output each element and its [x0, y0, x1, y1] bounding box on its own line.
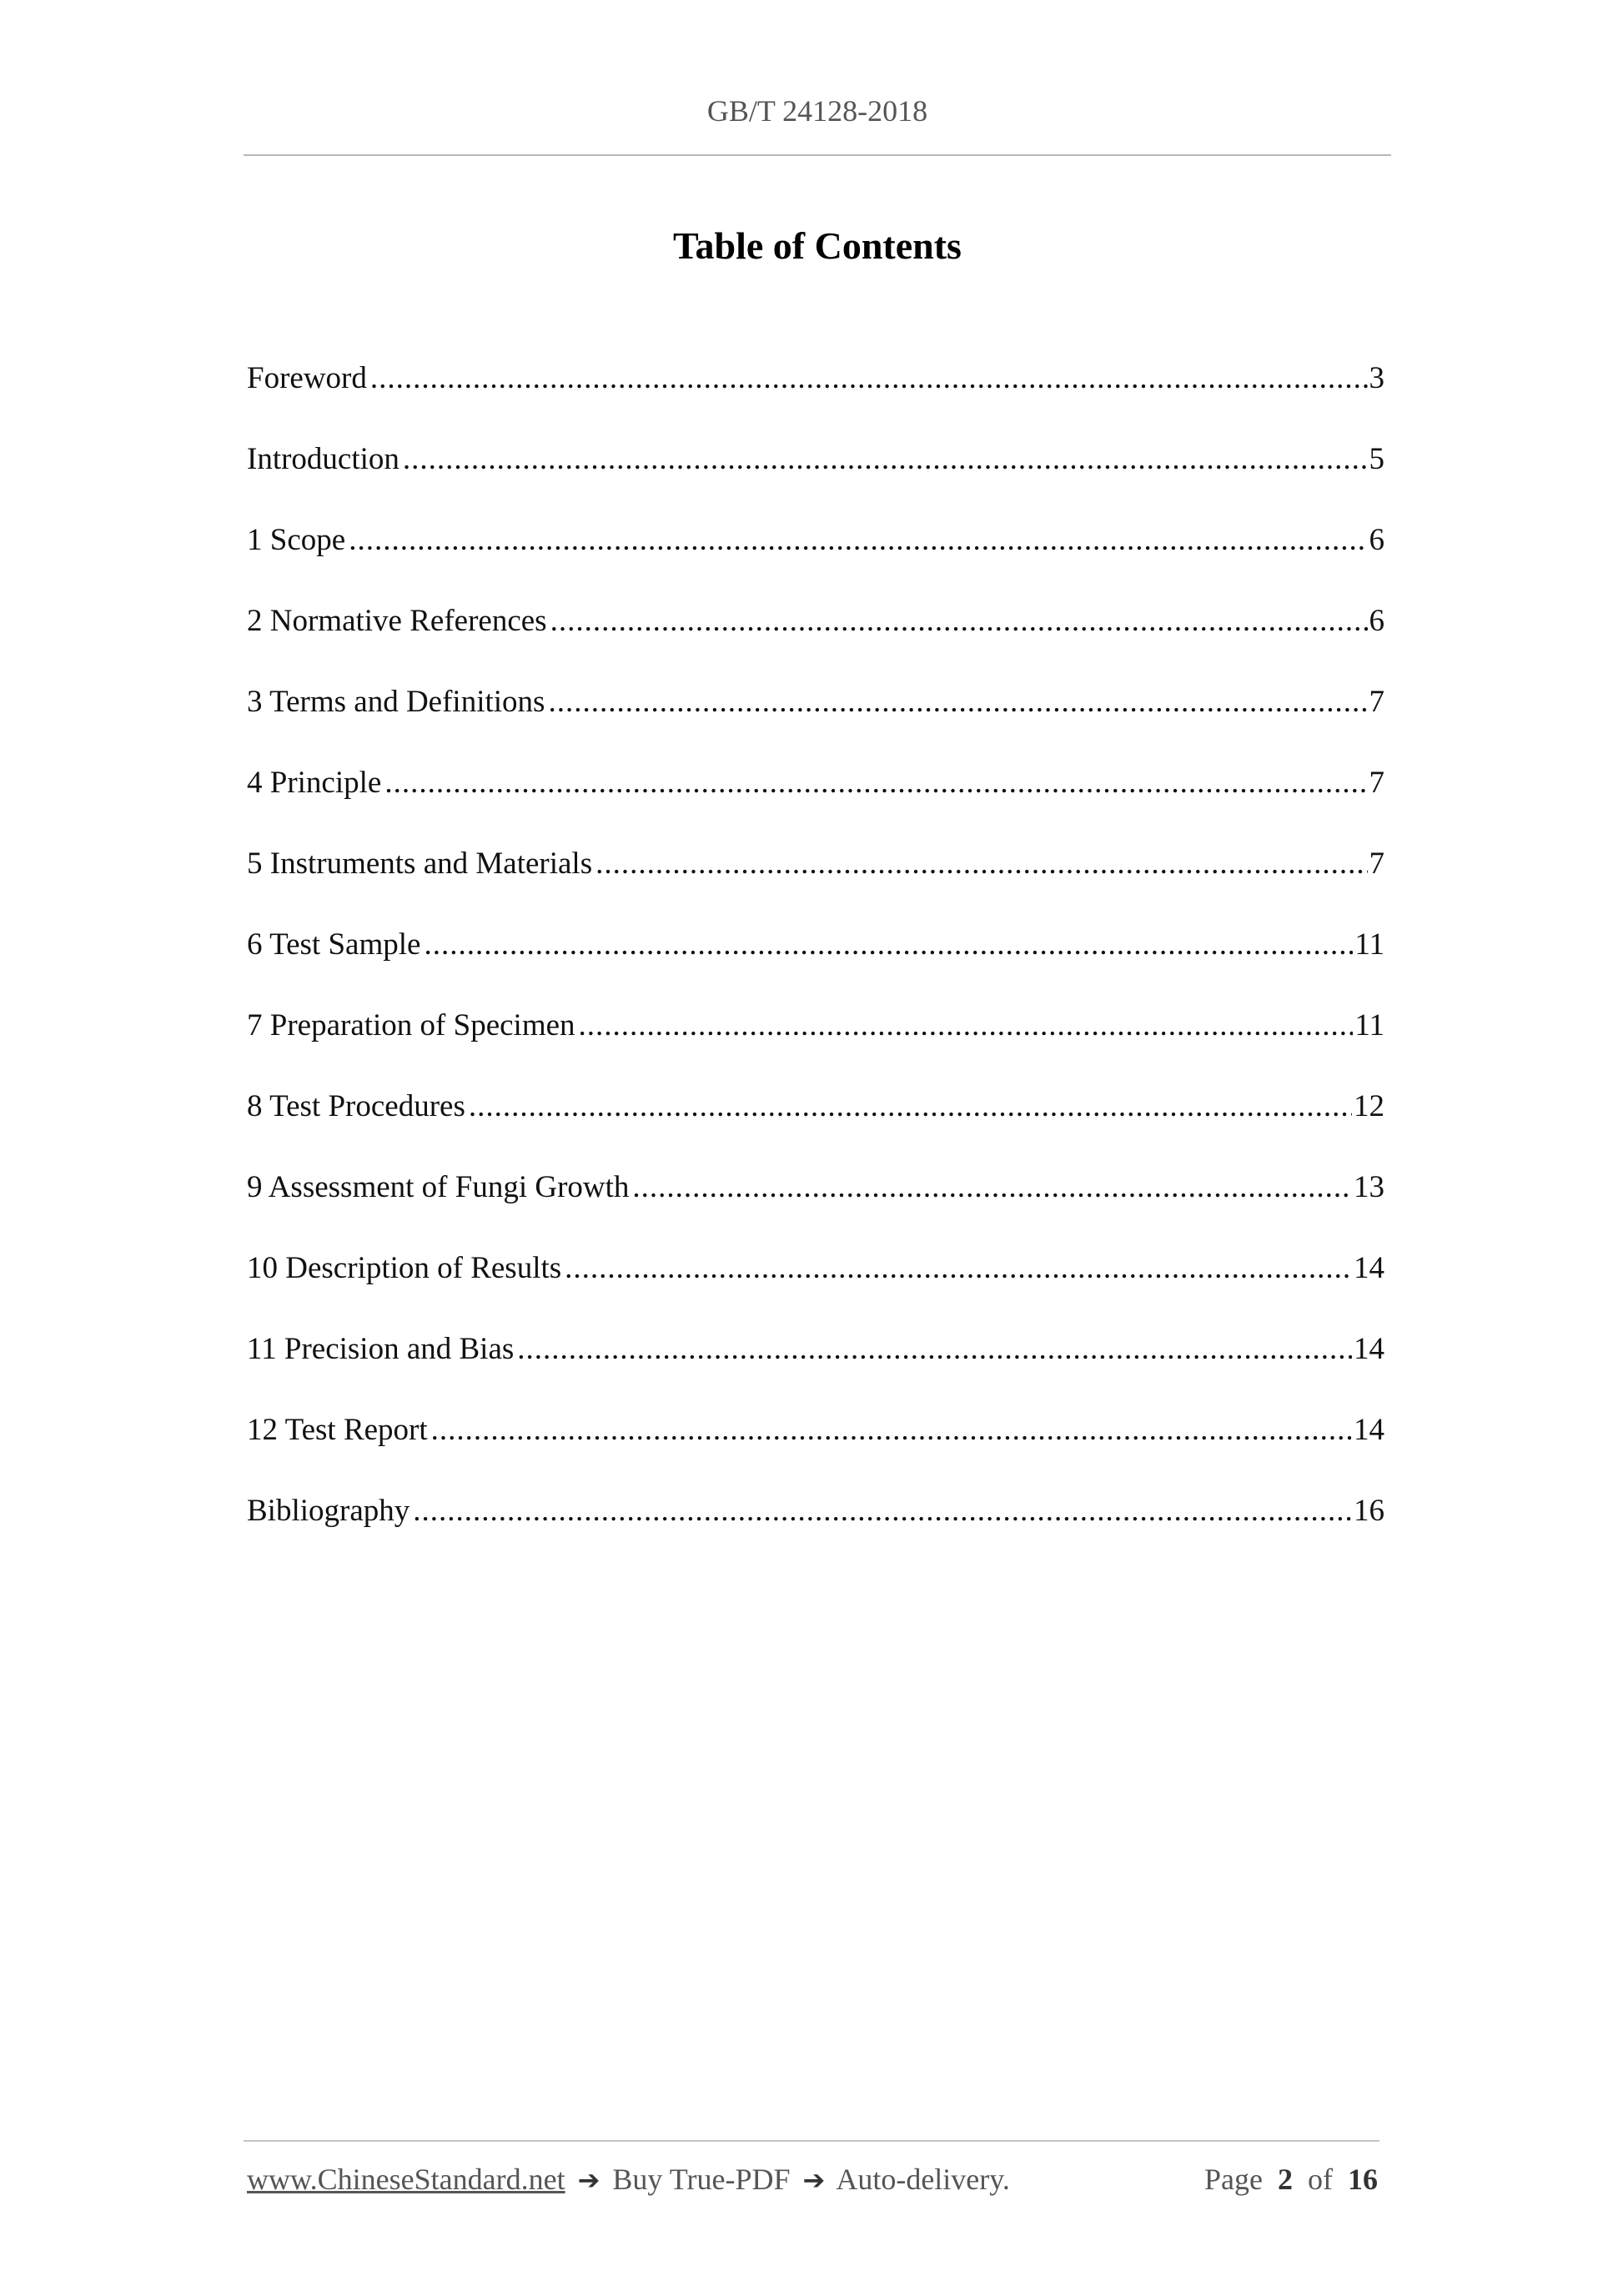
- toc-dot-leader: [550, 603, 1368, 639]
- toc-entry-test-sample[interactable]: [247, 927, 1384, 1007]
- toc-dot-leader: [517, 1331, 1352, 1367]
- toc-entry-page: 12: [1354, 1089, 1384, 1123]
- toc-dot-leader: [565, 1250, 1352, 1286]
- toc-entry-page: 7: [1369, 685, 1384, 719]
- toc-entry-page: 16: [1354, 1494, 1384, 1528]
- right-arrow-icon: ➔: [802, 2164, 826, 2196]
- toc-entry-preparation-of-specimen[interactable]: [247, 1007, 1384, 1088]
- toc-dot-leader: [548, 684, 1367, 720]
- of-word: of: [1308, 2163, 1333, 2196]
- toc-entry-page: 11: [1354, 1008, 1384, 1042]
- toc-entry-label: 4 Principle: [247, 766, 382, 800]
- toc-dot-leader: [413, 1493, 1352, 1529]
- toc-dot-leader: [595, 846, 1367, 882]
- toc-entry-foreword[interactable]: [247, 360, 1384, 441]
- toc-entry-page: 7: [1369, 847, 1384, 881]
- right-arrow-icon: ➔: [577, 2164, 600, 2196]
- toc-entry-page: 5: [1369, 442, 1384, 476]
- toc-entry-introduction[interactable]: [247, 441, 1384, 522]
- page-word: Page: [1204, 2163, 1263, 2196]
- toc-dot-leader: [632, 1169, 1352, 1205]
- toc-entry-page: 6: [1369, 523, 1384, 557]
- toc-entry-principle[interactable]: [247, 765, 1384, 846]
- toc-entry-label: 9 Assessment of Fungi Growth: [247, 1170, 630, 1204]
- toc-entry-label: Bibliography: [247, 1494, 410, 1528]
- toc-entry-label: 5 Instruments and Materials: [247, 847, 593, 881]
- toc-entry-instruments-and-materials[interactable]: [247, 846, 1384, 927]
- current-page: 2: [1278, 2163, 1293, 2196]
- toc-entry-scope[interactable]: [247, 522, 1384, 603]
- toc-entry-normative-references[interactable]: [247, 603, 1384, 684]
- toc-entry-label: 12 Test Report: [247, 1413, 428, 1447]
- page-number: [1204, 2162, 1378, 2197]
- toc-entry-test-procedures[interactable]: [247, 1088, 1384, 1169]
- toc-entry-page: 11: [1354, 927, 1384, 962]
- toc-dot-leader: [431, 1412, 1352, 1448]
- toc-entry-label: 7 Preparation of Specimen: [247, 1008, 575, 1042]
- toc-entry-label: Introduction: [247, 442, 399, 476]
- toc-dot-leader: [579, 1007, 1354, 1043]
- toc-entry-page: 7: [1369, 766, 1384, 800]
- page-title: Table of Contents: [673, 224, 962, 267]
- toc-entry-page: 14: [1354, 1251, 1384, 1285]
- toc-dot-leader: [424, 927, 1353, 962]
- toc-entry-description-of-results[interactable]: [247, 1250, 1384, 1331]
- toc-entry-assessment-of-fungi-growth[interactable]: [247, 1169, 1384, 1250]
- site-link[interactable]: www.ChineseStandard.net: [247, 2163, 565, 2196]
- header-divider: [244, 154, 1391, 156]
- total-pages: 16: [1348, 2163, 1378, 2196]
- toc-entry-label: 2 Normative References: [247, 604, 547, 638]
- toc-dot-leader: [370, 360, 1368, 396]
- toc-dot-leader: [469, 1088, 1352, 1124]
- buy-text: Buy True-PDF: [612, 2163, 791, 2196]
- toc-entry-page: 13: [1354, 1170, 1384, 1204]
- toc-entry-label: 8 Test Procedures: [247, 1089, 465, 1123]
- toc-entry-page: 14: [1354, 1413, 1384, 1447]
- delivery-text: Auto-delivery.: [836, 2163, 1010, 2196]
- table-of-contents: [247, 360, 1384, 1574]
- toc-entry-label: Foreword: [247, 361, 367, 395]
- footer-promo: [247, 2162, 1010, 2197]
- page-footer: [247, 2162, 1378, 2203]
- toc-entry-test-report[interactable]: [247, 1412, 1384, 1493]
- toc-entry-label: 10 Description of Results: [247, 1251, 562, 1285]
- toc-entry-page: 6: [1369, 604, 1384, 638]
- toc-entry-label: 6 Test Sample: [247, 927, 421, 962]
- toc-dot-leader: [349, 522, 1367, 558]
- toc-entry-bibliography[interactable]: [247, 1493, 1384, 1574]
- toc-dot-leader: [403, 441, 1368, 477]
- footer-divider: [244, 2140, 1379, 2142]
- toc-entry-label: 1 Scope: [247, 523, 346, 557]
- toc-entry-label: 3 Terms and Definitions: [247, 685, 545, 719]
- running-header: GB/T 24128-2018: [706, 94, 928, 128]
- toc-entry-page: 14: [1354, 1332, 1384, 1366]
- toc-entry-precision-and-bias[interactable]: [247, 1331, 1384, 1412]
- toc-entry-terms-and-definitions[interactable]: [247, 684, 1384, 765]
- toc-dot-leader: [384, 765, 1367, 801]
- toc-entry-page: 3: [1369, 361, 1384, 395]
- toc-entry-label: 11 Precision and Bias: [247, 1332, 515, 1366]
